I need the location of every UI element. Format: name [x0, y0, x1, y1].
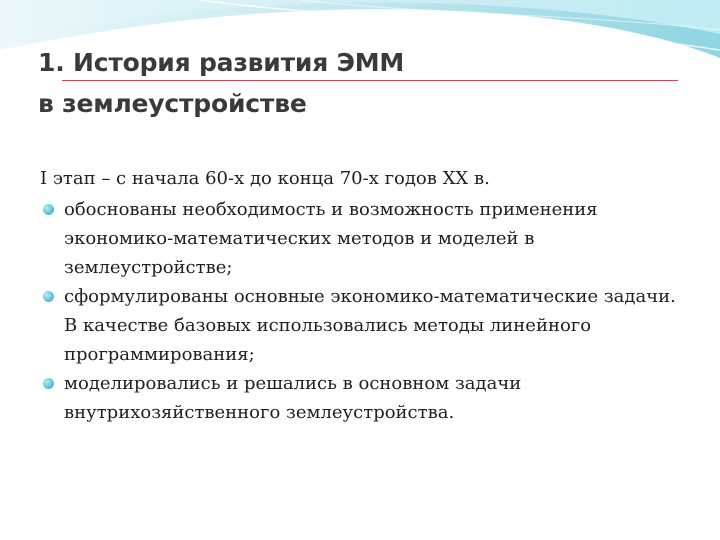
bullet-dot-icon [43, 378, 54, 389]
slide-body [40, 164, 680, 427]
slide-title [38, 42, 678, 124]
bullet-dot-icon [43, 204, 54, 215]
title-underline [62, 80, 678, 81]
bullet-text: моделировались и решались в основном задачи внутрихозяйственного землеустройства. [64, 373, 522, 423]
bullet-item [40, 195, 680, 282]
bullet-list [40, 195, 680, 427]
stage-heading: I этап – с начала 60-х до конца 70-х годов XX в. [40, 168, 490, 189]
bullet-item [40, 282, 680, 369]
bullet-text: сформулированы основные экономико-математические задачи. В качестве базовых использовались методы линейного программирования; [64, 286, 676, 365]
title-line-1: 1. История развития ЭММ [38, 48, 405, 77]
bullet-text: обоснованы необходимость и возможность применения экономико-математических методов и моделей в землеустройстве; [64, 199, 598, 278]
title-line-2: в землеустройстве [38, 89, 307, 118]
bullet-item [40, 369, 680, 427]
bullet-dot-icon [43, 291, 54, 302]
